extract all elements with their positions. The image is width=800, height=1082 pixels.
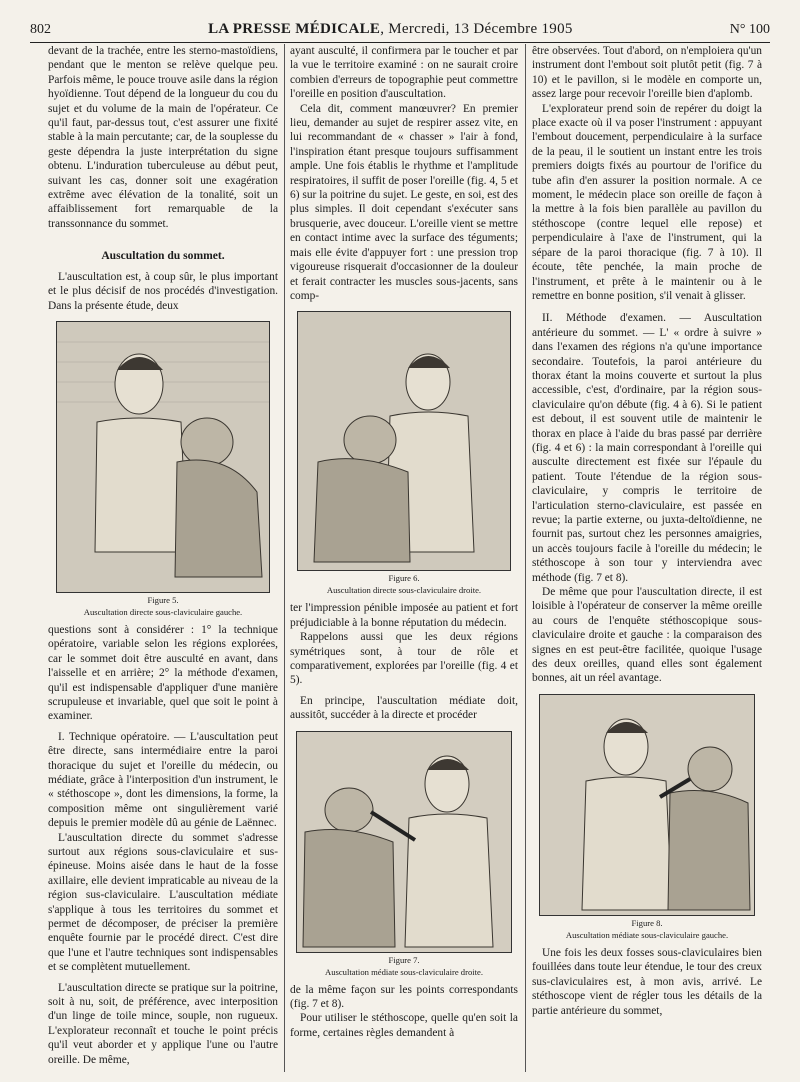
paragraph: devant de la trachée, entre les sterno-mastoïdiens, pendant que le menton se relève quelque peu. Parfois même, le pouce trouve asile dans la région hyoïdienne. Tout dépend de la longueur du cou du sujet et du volume de la main de l'opérateur. Ce qu'il faut, par-dessus tout, c'est assurer une fixité stable à la main percutante; car, de la souplesse du geste dépendra la juste interprétation du signe obtenu. L'induration tuberculeuse au début peut, suivant les cas, donner soit une exagération extrême avec élévation de la tonalité, soit un affaiblissement fort remarquable de la transsonnance du sommet. — [48, 45, 278, 230]
paragraph: L'auscultation est, à coup sûr, le plus important et le plus décisif de nos procédés d'investigation. Dans la présente étude, deux — [48, 270, 278, 312]
column-rule — [525, 44, 526, 1072]
figure-7-engraving — [296, 731, 512, 953]
paragraph: ter l'impression pénible imposée au patient et fort préjudiciable à la bonne réputation du médecin. — [290, 602, 518, 629]
figure-8-label: Figure 8. — [631, 917, 663, 928]
paragraph: questions sont à considérer : 1° la technique opératoire, variable selon les régions explorées, car le sommet doit être ausculté en avant, dans l'aisselle et en arrière; 2° la méthode d'examen, qu'il est indispensable d'appliquer d'une manière scrupuleuse et invariable, quel que soit le point à examiner. — [48, 623, 278, 723]
column-3 — [532, 44, 762, 1074]
paragraph: Pour utiliser le stéthoscope, quelle qu'en soit la forme, certaines règles demandent à — [290, 1012, 518, 1039]
paragraph: De même que pour l'auscultation directe, il est loisible à l'opérateur de conserver la même oreille au cours de l'enquête stéthoscopique sous-claviculaire droite et gauche : la comparaison des signes en est peut-être facilitée, quoique l'usage des deux oreilles, quand elles sont également bonnes, ait un réel avantage. — [532, 586, 762, 685]
column-1 — [48, 44, 278, 1074]
paragraph: L'explorateur prend soin de repérer du doigt la place exacte où il va poser l'instrument : appuyant l'embout doucement, perpendiculaire à la surface de la peau, il le soutient un instant entre les trois premiers doigts fixés au pourtour de l'orifice du tube afin d'en assurer la position normale. A ce moment, le médecin place son oreille de façon à la mettre à la fois bien parallèle au pavillon du stéthoscope (contre lequel elle repose) et perpendiculaire à l'axe de l'instrument, qui la sépare de la paroi thoracique (fig. 7 à 10). Il écoute, tête penchée, la main proche de l'instrument, et prête à le maintenir ou à le remettre en bonne position, s'il venait à glisser. — [532, 102, 762, 302]
journal-title — [208, 21, 573, 38]
page-header — [30, 12, 770, 43]
paragraph: de la même façon sur les points correspondants (fig. 7 et 8). — [290, 983, 518, 1010]
paragraph: L'auscultation directe du sommet s'adresse surtout aux régions sous-claviculaire et sus-épineuse. Moins aisée dans le haut de la fosse axillaire, elle devient impraticable au niveau de la région sus-claviculaire. L'auscultation médiate s'applique à tous les territoires du sommet et permet de décomposer, de préciser la première enquête fournie par le procédé direct. C'est dire que l'une et l'autre techniques sont indispensables et se complètent mutuellement. — [48, 831, 278, 974]
figure-8-caption: Auscultation médiate sous-claviculaire gauche. — [565, 929, 729, 940]
paragraph: être observées. Tout d'abord, on n'emploiera qu'un instrument dont l'embout soit plutôt petit (fig. 7 à 10) et le pavillon, si le modèle en comporte un, assez large pour recevoir l'oreille bien d'aplomb. — [532, 45, 762, 101]
paragraph: L'auscultation directe se pratique sur la poitrine, soit à nu, soit, de préférence, avec interposition d'un linge de toile mince, souple, non rugueux. L'explorateur reconnaît et touche le point précis qu'il veut aborder et y applique l'une ou l'autre oreille. De même, — [48, 981, 278, 1066]
column-2 — [290, 44, 518, 1074]
figure-5-label: Figure 5. — [147, 594, 179, 605]
paragraph: En principe, l'auscultation médiate doit, aussitôt, succéder à la directe et procéder — [290, 694, 518, 722]
column-rule — [284, 44, 285, 1072]
paragraph: Rappelons aussi que les deux régions symétriques sont, à tour de rôle et comparativement, explorées par l'oreille (fig. 4 et 5). — [290, 631, 518, 687]
figure-6-caption: Auscultation directe sous-claviculaire droite. — [326, 585, 482, 596]
paragraph: II. Méthode d'examen. — Auscultation antérieure du sommet. — L' « ordre à suivre » dans l'examen des régions n'a qu'une importance secondaire. Toutefois, la paroi antérieure du thorax étant la moins couverte et surtout la plus accessible, c'est, d'ordinaire, par la région sous-claviculaire qu'on débute (fig. 4 à 6). Si le patient est debout, il est souvent utile de maintenir le thorax en place à l'aide du bras passé par derrière (fig. 4 et 6) : la main correspondant à l'oreille qui ausculte directement est fixée sur l'épaule du patient. Toute l'étendue de la région sous-claviculaire, y compris le territoire de l'articulation sterno-claviculaire, est passée en revue; la partie externe, ou juxta-deltoïdienne, ne fournit pas, surtout chez les personnes amaigries, un accès toujours facile à l'oreille du médecin; le stéthoscope à son tour y interviendra avec méthode (fig. 7 et 8). — [532, 312, 762, 584]
figure-7-label: Figure 7. — [388, 954, 420, 965]
page-number: 802 — [30, 22, 51, 37]
section-heading: Auscultation du sommet. — [101, 249, 225, 263]
issue-number: N° 100 — [729, 22, 770, 37]
paragraph: I. Technique opératoire. — L'auscultation peut être directe, sans intermédiaire entre la paroi thoracique du sujet et l'oreille du médecin, ou médiate, grâce à l'interposition d'un instrument, le « stéthoscope », dont les dimensions, la forme, la composition même ont singulièrement varié depuis le premier modèle dû au génie de Laënnec. — [48, 730, 278, 830]
journal-name: LA PRESSE MÉDICALE — [208, 21, 381, 37]
figure-6-label: Figure 6. — [388, 573, 420, 584]
figure-6-engraving — [297, 311, 511, 571]
figure-5-caption: Auscultation directe sous-claviculaire gauche. — [83, 606, 243, 617]
paragraph: ayant ausculté, il confirmera par le toucher et par la vue le territoire examiné : on ne saurait croire combien d'erreurs de topographie peut commettre l'oreille en position d'auscultation. — [290, 45, 518, 101]
paragraph: Une fois les deux fosses sous-claviculaires bien fouillées dans toute leur étendue, le tour des creux sus-claviculaires est, à mon avis, arrivé. Le stéthoscope vient de régler tous les détails de la partie antérieure du sommet, — [532, 946, 762, 1017]
paragraph: Cela dit, comment manœuvrer? En premier lieu, demander au sujet de respirer assez vite, en lui recommandant de « chasser » l'air à fond, l'inspiration étant presque toujours suffisamment ample. Une fois établis le rhythme et l'amplitude respiratoires, il suffit de poser l'oreille (fig. 4, 5 et 6) sur la poitrine du sujet. Le geste, en soi, est des plus simples. Il doit cependant s'exécuter sans brusquerie, avec douceur. L'oreille vient se mettre en contact intime avec la surface des téguments; mais elle évite d'appuyer fort : une pression trop vigoureuse risquerait d'occasionner de la douleur et ferait contracter les muscles sous-jacents, sans comp- — [290, 102, 518, 302]
figure-5-engraving — [56, 321, 270, 593]
issue-date: , Mercredi, 13 Décembre 1905 — [380, 21, 573, 37]
figure-7-caption: Auscultation médiate sous-claviculaire droite. — [325, 966, 483, 977]
figure-8-engraving — [539, 694, 755, 916]
